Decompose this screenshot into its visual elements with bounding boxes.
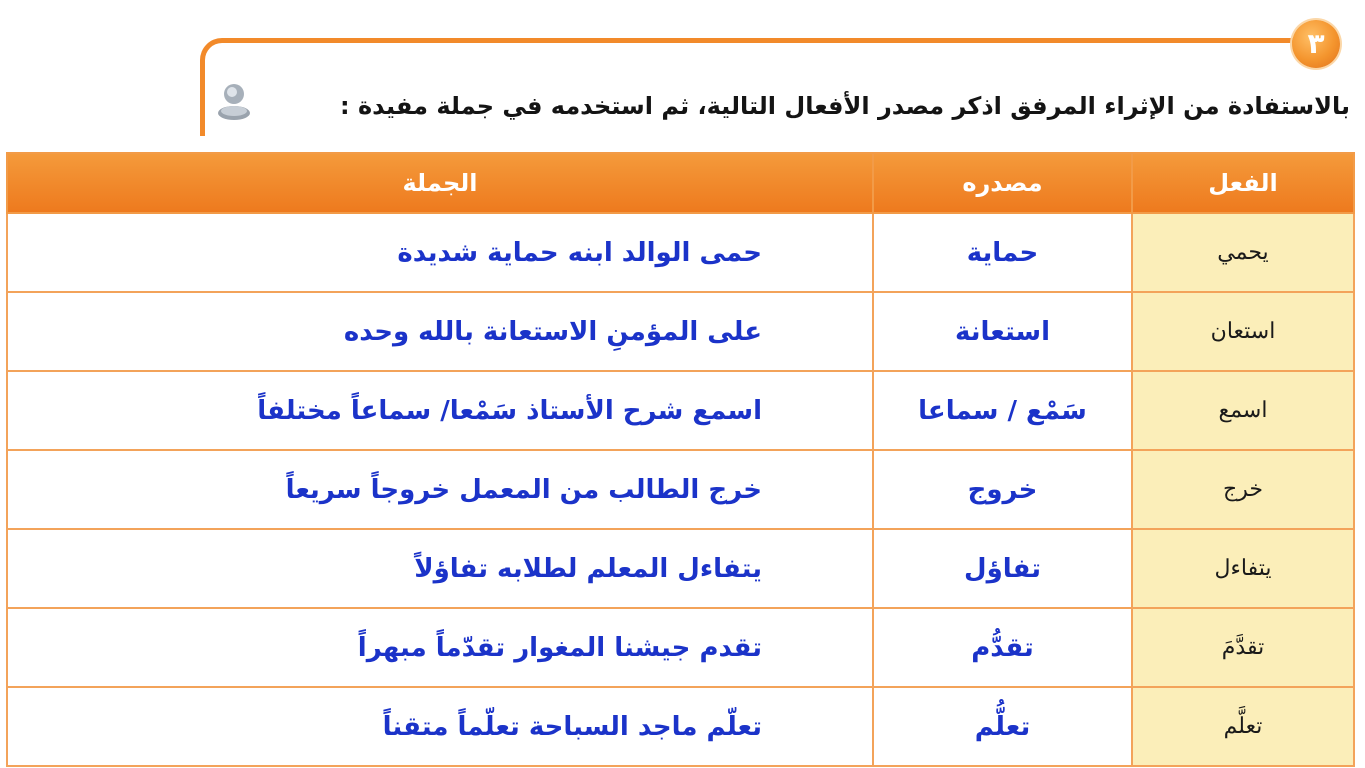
sentence-cell: اسمع شرح الأستاذ سَمْعا/ سماعاً مختلفاً	[7, 371, 873, 450]
sentence-cell: حمى الوالد ابنه حماية شديدة	[7, 213, 873, 292]
header-masdar: مصدره	[873, 153, 1132, 213]
verb-cell: يتفاءل	[1132, 529, 1354, 608]
verb-cell: يحمي	[1132, 213, 1354, 292]
question-instruction: بالاستفادة من الإثراء المرفق اذكر مصدر الأفعال التالية، ثم استخدمه في جملة مفيدة :	[340, 92, 1350, 120]
header-verb: الفعل	[1132, 153, 1354, 213]
sentence-cell: تعلّم ماجد السباحة تعلّماً متقناً	[7, 687, 873, 766]
person-icon	[216, 80, 252, 120]
verb-cell: اسمع	[1132, 371, 1354, 450]
verb-cell: تعلَّم	[1132, 687, 1354, 766]
table-row	[7, 371, 1354, 450]
table-row	[7, 213, 1354, 292]
verbs-table	[6, 152, 1353, 763]
table-row	[7, 529, 1354, 608]
sentence-cell: على المؤمنِ الاستعانة بالله وحده	[7, 292, 873, 371]
masdar-cell: خروج	[873, 450, 1132, 529]
masdar-cell: تعلُّم	[873, 687, 1132, 766]
sentence-cell: تقدم جيشنا المغوار تقدّماً مبهراً	[7, 608, 873, 687]
sentence-cell: يتفاءل المعلم لطلابه تفاؤلاً	[7, 529, 873, 608]
table-row	[7, 450, 1354, 529]
question-number-badge: ٣	[1292, 20, 1340, 68]
verb-cell: خرج	[1132, 450, 1354, 529]
table-row	[7, 608, 1354, 687]
header-sentence: الجملة	[7, 153, 873, 213]
sentence-cell: خرج الطالب من المعمل خروجاً سريعاً	[7, 450, 873, 529]
table-row	[7, 292, 1354, 371]
verb-cell: تقدَّمَ	[1132, 608, 1354, 687]
verb-cell: استعان	[1132, 292, 1354, 371]
masdar-cell: حماية	[873, 213, 1132, 292]
masdar-cell: تفاؤل	[873, 529, 1132, 608]
masdar-cell: تقدُّم	[873, 608, 1132, 687]
table-row	[7, 687, 1354, 766]
masdar-cell: سَمْع / سماعا	[873, 371, 1132, 450]
table-header-row	[7, 153, 1354, 213]
masdar-cell: استعانة	[873, 292, 1132, 371]
